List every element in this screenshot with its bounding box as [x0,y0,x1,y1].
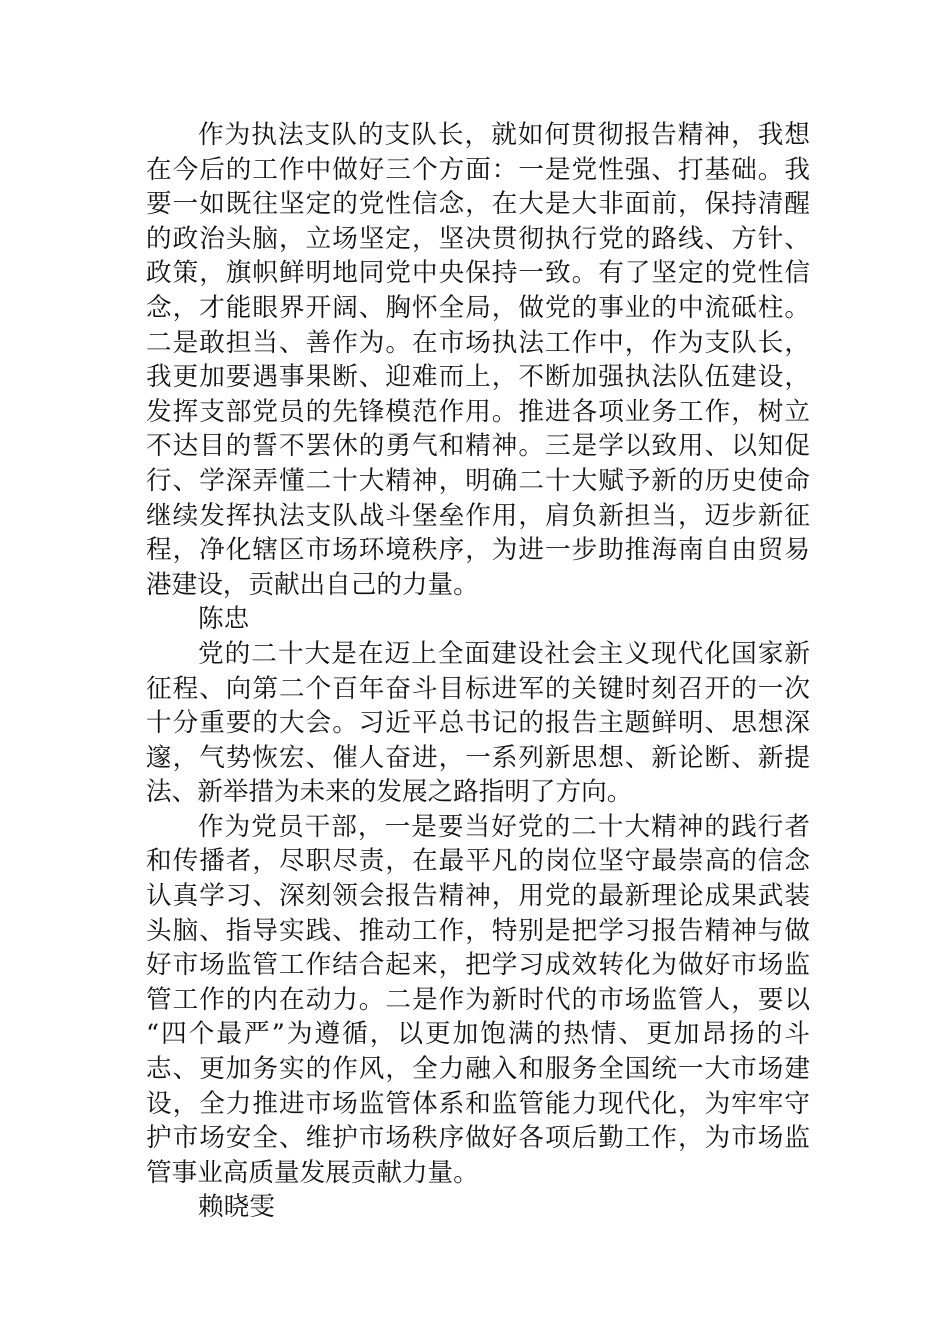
text-line: 作为党员干部，一是要当好党的二十大精神的践行者 [198,811,810,842]
text-line: 管工作的内在动力。二是作为新时代的市场监管人，要以 [146,984,810,1015]
text-line: 港建设，贡献出自己的力量。 [146,569,479,600]
text-line: 不达目的誓不罢休的勇气和精神。三是学以致用、以知促 [146,431,810,462]
text-line: 志、更加务实的作风，全力融入和服务全国统一大市场建 [146,1054,810,1085]
text-line: “四个最严”为遵循，以更加饱满的热情、更加昂扬的斗 [146,1019,810,1050]
text-line: 好市场监管工作结合起来，把学习成效转化为做好市场监 [146,950,810,981]
text-line: 管事业高质量发展贡献力量。 [146,1157,479,1188]
text-line: 发挥支部党员的先锋模范作用。推进各项业务工作，树立 [146,396,810,427]
text-line: 护市场安全、维护市场秩序做好各项后勤工作，为市场监 [146,1123,810,1154]
text-line: 和传播者，尽职尽责，在最平凡的岗位坚守最崇高的信念 [146,846,810,877]
text-line: 继续发挥执法支队战斗堡垒作用，肩负新担当，迈步新征 [146,500,810,531]
paragraph-3 [146,810,810,1191]
text-line: 在今后的工作中做好三个方面：一是党性强、打基础。我 [146,154,810,185]
author-name: 陈忠 [198,604,250,635]
text-line: 邃，气势恢宏、催人奋进，一系列新思想、新论断、新提 [146,742,810,773]
text-line: 设，全力推进市场监管体系和监管能力现代化，为牢牢守 [146,1088,810,1119]
text-line: 法、新举措为未来的发展之路指明了方向。 [146,777,633,808]
text-line: 党的二十大是在迈上全面建设社会主义现代化国家新 [198,638,810,669]
paragraph-1 [146,118,810,602]
text-line: 程，净化辖区市场环境秩序，为进一步助推海南自由贸易 [146,535,810,566]
text-line: 二是敢担当、善作为。在市场执法工作中，作为支队长， [146,327,810,358]
author-name: 赖晓雯 [198,1192,275,1223]
document-body [146,118,810,1225]
text-line: 头脑、指导实践、推动工作，特别是把学习报告精神与做 [146,915,810,946]
text-line: 要一如既往坚定的党性信念，在大是大非面前，保持清醒 [146,189,810,220]
text-line: 念，才能眼界开阔、胸怀全局，做党的事业的中流砥柱。 [146,292,810,323]
text-line: 行、学深弄懂二十大精神，明确二十大赋予新的历史使命 [146,465,810,496]
paragraph-2 [146,637,810,810]
text-line: 政策，旗帜鲜明地同党中央保持一致。有了坚定的党性信 [146,258,810,289]
text-line: 作为执法支队的支队长，就如何贯彻报告精神，我想 [198,120,810,150]
text-line: 征程、向第二个百年奋斗目标进军的关键时刻召开的一次 [146,673,810,704]
text-line: 的政治头脑，立场坚定，坚决贯彻执行党的路线、方针、 [146,223,810,254]
text-line: 十分重要的大会。习近平总书记的报告主题鲜明、思想深 [146,708,810,739]
text-line: 认真学习、深刻领会报告精神，用党的最新理论成果武装 [146,881,810,912]
text-line: 我更加要遇事果断、迎难而上，不断加强执法队伍建设， [146,362,810,393]
